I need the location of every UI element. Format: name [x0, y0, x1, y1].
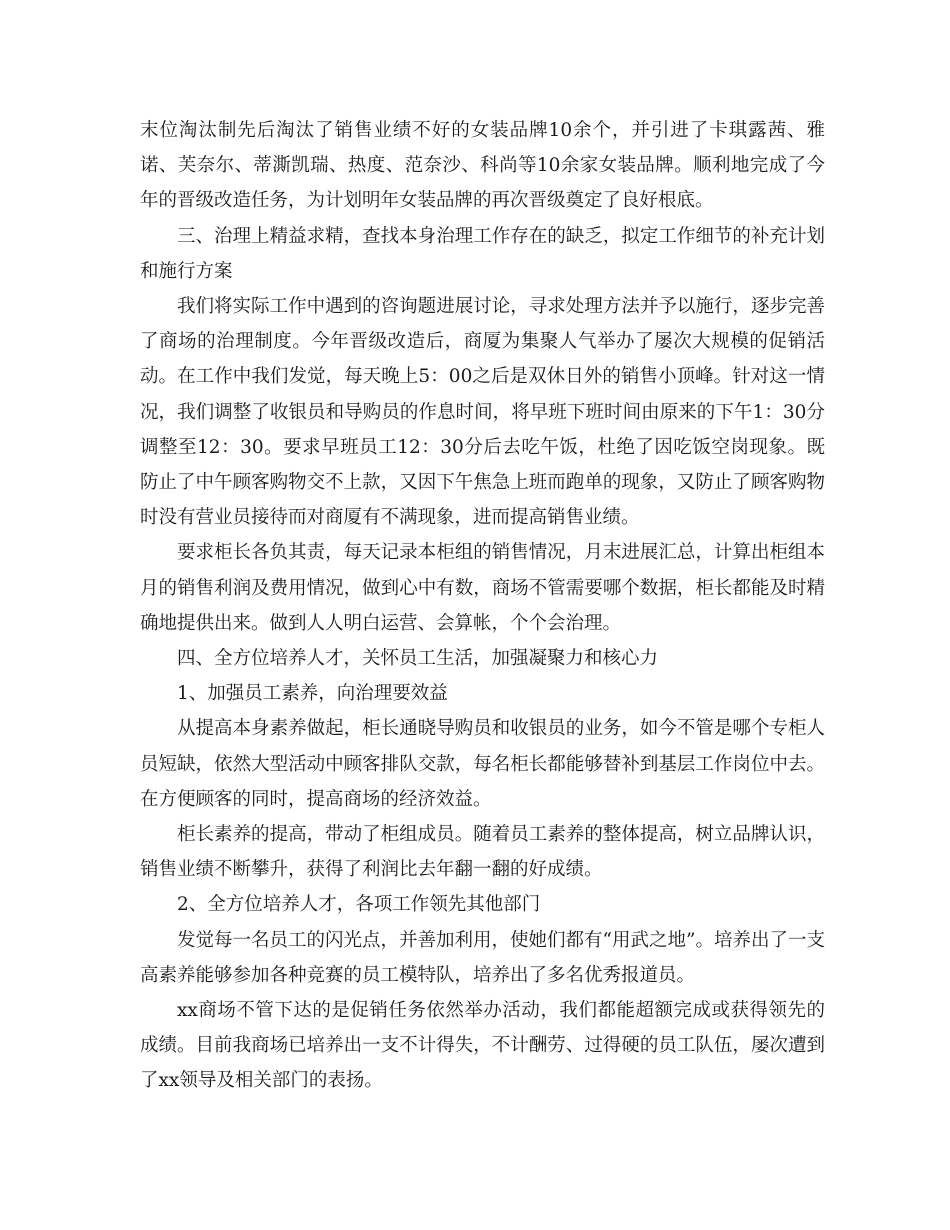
paragraph-model-team: 发觉每一名员工的闪光点，并善加利用，使她们都有“用武之地”。培养出了一支高素养能够参加各种竞赛的员工模特队，培养出了多名优秀报道员。	[140, 929, 825, 986]
paragraph-management-system: 我们将实际工作中遇到的咨询题进展讨论，寻求处理方法并予以施行，逐步完善了商场的治理制度。今年晋级改造后，商厦为集聚人气举办了屡次大规模的促销活动。在工作中我们发觉，每天晚上5：00之后是双休日外的销售小顶峰。针对这一情况，我们调整了收银员和导购员的作息时间，将早班下班时间由原来的下午1：30分调整至12：30。要求早班员工12：30分后去吃午饭，杜绝了因吃饭空岗现象。既防止了中午顾客购物交不上款，又因下午焦急上班而跑单的现象，又防止了顾客购物时没有营业员接待而对商厦有不满现象，进而提高销售业绩。	[140, 296, 825, 529]
heading-section-three: 三、治理上精益求精，查找本身治理工作存在的缺乏，拟定工作细节的补充计划和施行方案	[140, 225, 825, 282]
subheading-item-two: 2、全方位培养人才，各项工作领先其他部门	[177, 894, 541, 916]
subheading-item-one: 1、加强员工素养，向治理要效益	[177, 683, 448, 705]
paragraph-brand-elimination: 末位淘汰制先后淘汰了销售业绩不好的女装品牌10余个，并引进了卡琪露茜、雅诺、芙奈尔、蒂澌凯瑞、热度、范奈沙、科尚等10余家女装品牌。顺利地完成了今年的晋级改造任务，为计划明年女装品牌的再次晋级奠定了良好根底。	[140, 120, 825, 212]
paragraph-sales-growth: 柜长素养的提高，带动了柜组成员。随着员工素养的整体提高，树立品牌认识，销售业绩不断攀升，获得了利润比去年翻一翻的好成绩。	[140, 824, 825, 881]
paragraph-team-achievements: xx商场不管下达的是促销任务依然举办活动，我们都能超额完成或获得领先的成绩。目前我商场已培养出一支不计得失，不计酬劳、过得硬的员工队伍，屡次遭到了xx领导及相关部门的表扬。	[140, 1000, 825, 1092]
paragraph-staff-quality: 从提高本身素养做起，柜长通晓导购员和收银员的业务，如今不管是哪个专柜人员短缺，依然大型活动中顾客排队交款，每名柜长都能够替补到基层工作岗位中去。在方便顾客的同时，提高商场的经济效益。	[140, 718, 825, 810]
heading-section-four: 四、全方位培养人才，关怀员工生活，加强凝聚力和核心力	[177, 648, 659, 670]
paragraph-counter-leader-duties: 要求柜长各负其责，每天记录本柜组的销售情况，月末进展汇总，计算出柜组本月的销售利润及费用情况，做到心中有数，商场不管需要哪个数据，柜长都能及时精确地提供出来。做到人人明白运营、会算帐，个个会治理。	[140, 542, 825, 634]
document-body	[140, 113, 825, 1099]
